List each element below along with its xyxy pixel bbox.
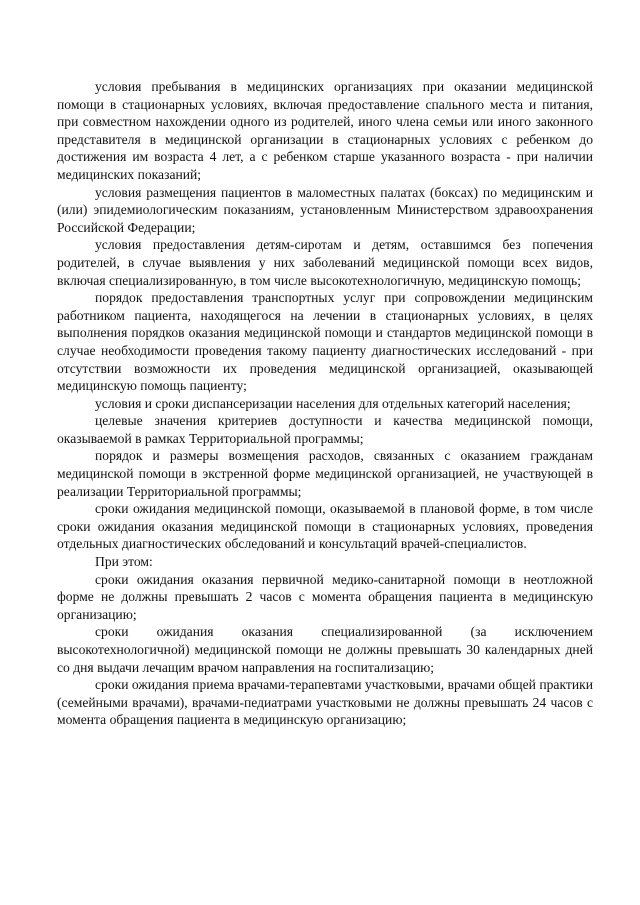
paragraph-urgent-primary-care: сроки ожидания оказания первичной медико-санитарной помощи в неотложной форме не должны превышать 2 часов с момента обращения пациента в медицинскую организацию; (57, 571, 593, 622)
paragraph-specialized-care: сроки ожидания оказания специализированной (за исключением высокотехнологичной) медицинской помощи не должны превышать 30 календарных дней со дня выдачи лечащим врачом направления на госпитализацию; (57, 624, 593, 675)
paragraph-small-ward-placement: условия размещения пациентов в маломестных палатах (боксах) по медицинским и (или) эпидемиологическим показаниям, установленным Министерством здравоохранения Российской Федерации; (57, 184, 593, 235)
document-page (57, 78, 593, 729)
paragraph-whereas: При этом: (95, 554, 153, 570)
paragraph-waiting-times: сроки ожидания медицинской помощи, оказываемой в плановой форме, в том числе сроки ожидания оказания медицинской помощи в стационарных условиях, проведения отдельных диагностических обследований и консультаций врачей-специалистов. (57, 501, 593, 552)
paragraph-dispensarization: условия и сроки диспансеризации населения для отдельных категорий населения; (95, 395, 571, 411)
paragraph-district-doctors: сроки ожидания приема врачами-терапевтами участковыми, врачами общей практики (семейными врачами), врачами-педиатрами участковыми не должны превышать 24 часов с момента обращения пациента в медицинскую организацию; (57, 677, 593, 728)
paragraph-orphan-care-conditions: условия предоставления детям-сиротам и детям, оставшимся без попечения родителей, в случае выявления у них заболеваний медицинской помощи всех видов, включая специализированную, в том числе высокотехнологичную, медицинскую помощь; (57, 237, 593, 288)
paragraph-hospital-stay-conditions: условия пребывания в медицинских организациях при оказании медицинской помощи в стационарных условиях, включая предоставление спального места и питания, при совместном нахождении одного из родителей, иного члена семьи или иного законного представителя в медицинской организации в стационарных условиях с ребенком до достижения им возраста 4 лет, а с ребенком старше указанного возраста - при наличии медицинских показаний; (57, 79, 593, 182)
paragraph-target-criteria: целевые значения критериев доступности и качества медицинской помощи, оказываемой в рамках Территориальной программы; (57, 413, 593, 446)
paragraph-transport-services: порядок предоставления транспортных услуг при сопровождении медицинским работником пациента, находящегося на лечении в стационарных условиях, в целях выполнения порядков оказания медицинской помощи и стандартов медицинской помощи в случае необходимости проведения такому пациенту диагностических исследований - при отсутствии возможности их проведения медицинской организацией, оказывающей медицинскую помощь пациенту; (57, 290, 593, 394)
paragraph-expense-reimbursement: порядок и размеры возмещения расходов, связанных с оказанием гражданам медицинской помощи в экстренной форме медицинской организацией, не участвующей в реализации Территориальной программы; (57, 448, 593, 499)
